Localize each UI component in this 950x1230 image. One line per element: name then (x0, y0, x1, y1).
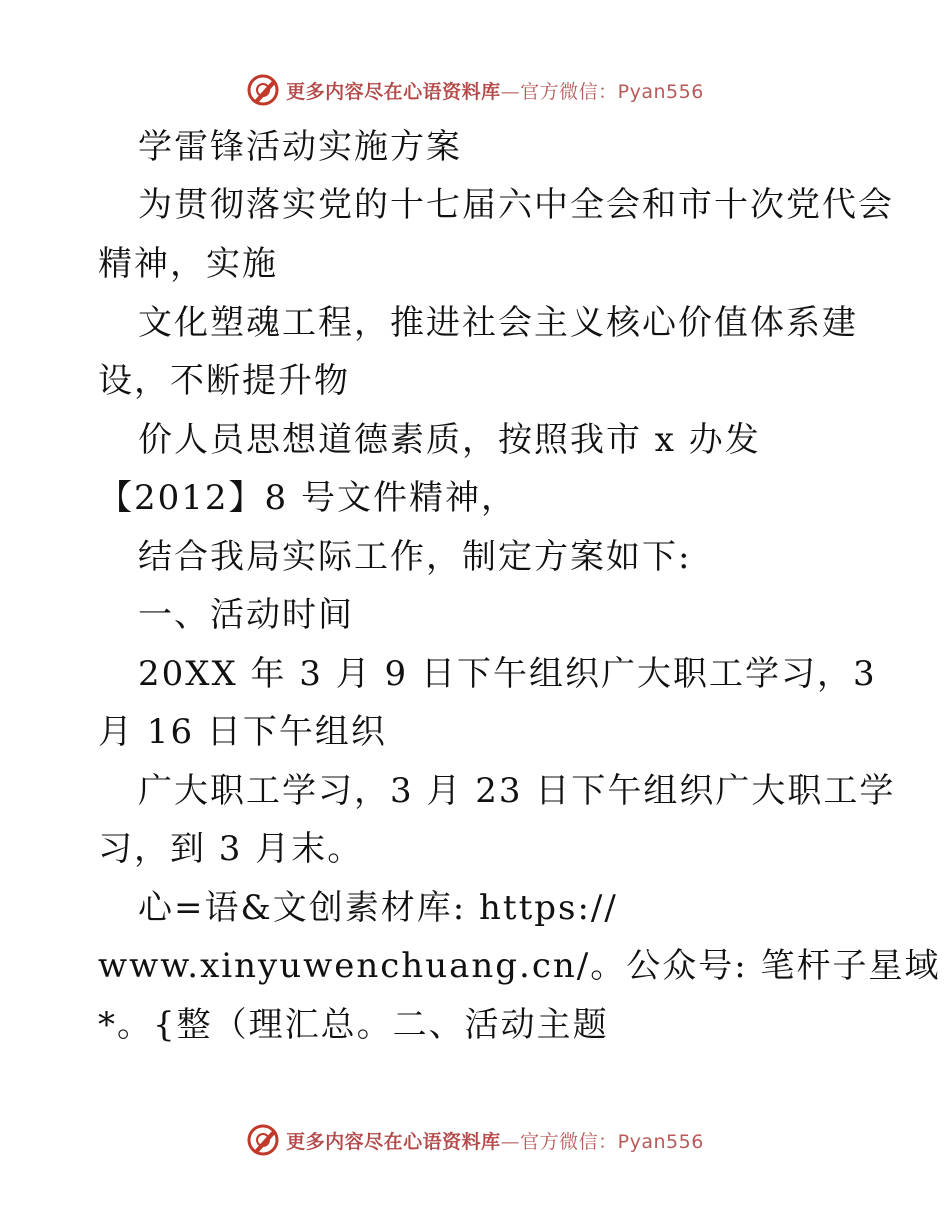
doc-line: www.xinyuwenchuang.cn/。公众号: 笔杆子星域 (98, 946, 941, 986)
doc-line: 【2012】8 号文件精神， (98, 478, 517, 518)
header-banner-text: 更多内容尽在心语资料库—官方微信：Pyan556 (286, 80, 704, 103)
doc-line: 为贯彻落实党的十七届六中全会和市十次党代会 (138, 185, 894, 225)
doc-line: 结合我局实际工作，制定方案如下: (138, 537, 692, 577)
doc-line: 月 16 日下午组织 (98, 712, 387, 752)
doc-title: 学雷锋活动实施方案 (138, 127, 462, 167)
doc-line: 价人员思想道德素质，按照我市 x 办发 (138, 420, 761, 460)
doc-line: 设，不断提升物 (98, 361, 350, 401)
doc-section-heading: 一、活动时间 (138, 595, 354, 635)
doc-line: *。{整（理汇总。二、活动主题 (98, 1005, 609, 1045)
doc-line: 心=语&文创素材库: https:// (138, 888, 618, 928)
footer-banner (0, 1120, 950, 1160)
doc-line: 20XX 年 3 月 9 日下午组织广大职工学习，3 (138, 654, 877, 694)
pen-logo-icon (246, 1123, 280, 1157)
doc-line: 精神，实施 (98, 244, 278, 284)
doc-line: 广大职工学习，3 月 23 日下午组织广大职工学 (138, 771, 896, 811)
doc-line: 习，到 3 月末。 (98, 829, 364, 869)
footer-banner-text: 更多内容尽在心语资料库—官方微信：Pyan556 (286, 1130, 704, 1153)
doc-line: 文化塑魂工程，推进社会主义核心价值体系建 (138, 303, 858, 343)
